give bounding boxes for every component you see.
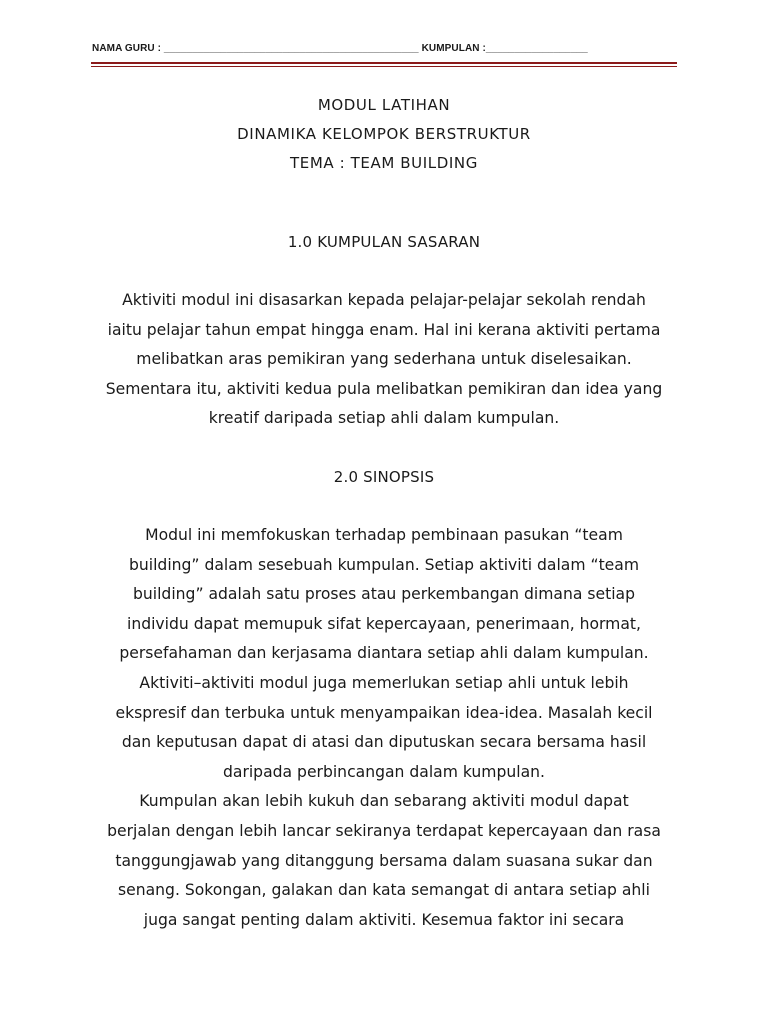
paragraph-line: berjalan dengan lebih lancar sekiranya terdapat kepercayaan dan rasa <box>107 821 661 840</box>
paragraph-line: Aktiviti–aktiviti modul juga memerlukan setiap ahli untuk lebih <box>139 673 629 692</box>
title-line: MODUL LATIHAN <box>317 96 451 114</box>
paragraph-line: Sementara itu, aktiviti kedua pula melibatkan pemikiran dan idea yang <box>105 379 663 398</box>
paragraph-line: building” dalam sesebuah kumpulan. Setiap aktiviti dalam “team <box>128 555 640 574</box>
header-rule-top <box>91 62 677 64</box>
document-titles <box>0 91 768 178</box>
paragraph-line: Modul ini memfokuskan terhadap pembinaan pasukan “team <box>145 526 623 544</box>
paragraph-line: building” adalah satu proses atau perkembangan dimana setiap <box>132 585 636 604</box>
title-line: DINAMIKA KELOMPOK BERSTRUKTUR <box>237 125 531 143</box>
title-line: TEMA : TEAM BUILDING <box>290 154 478 172</box>
paragraph-line: persefahaman dan kerjasama diantara setiap ahli dalam kumpulan. <box>119 644 649 663</box>
paragraph-line: senang. Sokongan, galakan dan kata semangat di antara setiap ahli <box>118 881 650 900</box>
paragraph-line: Kumpulan akan lebih kukuh dan sebarang aktiviti modul dapat <box>139 792 629 811</box>
paragraph-line: daripada perbincangan dalam kumpulan. <box>222 762 545 781</box>
page-header: NAMA GURU : _____________________________________________ KUMPULAN :__________________ <box>92 43 588 54</box>
paragraph-line: melibatkan aras pemikiran yang sederhana untuk diselesaikan. <box>136 350 632 369</box>
paragraph-line: ekspresif dan terbuka untuk menyampaikan idea-idea. Masalah kecil <box>115 703 653 722</box>
section-heading-sinopsis: 2.0 SINOPSIS <box>333 468 435 486</box>
header-rule-bottom <box>91 66 677 67</box>
section-heading-kumpulan-sasaran: 1.0 KUMPULAN SASARAN <box>287 233 481 251</box>
paragraph-line: kreatif daripada setiap ahli dalam kumpulan. <box>208 409 560 428</box>
paragraph-line: juga sangat penting dalam aktiviti. Kesemua faktor ini secara <box>143 910 625 929</box>
paragraph-line: Aktiviti modul ini disasarkan kepada pelajar-pelajar sekolah rendah <box>122 291 646 309</box>
paragraph-line: individu dapat memupuk sifat kepercayaan, penerimaan, hormat, <box>126 614 641 633</box>
paragraph-line: dan keputusan dapat di atasi dan diputuskan secara bersama hasil <box>121 733 647 752</box>
paragraph-line: iaitu pelajar tahun empat hingga enam. Hal ini kerana aktiviti pertama <box>107 320 661 339</box>
paragraph-sinopsis <box>80 521 688 935</box>
paragraph-kumpulan-sasaran <box>80 286 688 434</box>
paragraph-line: tanggungjawab yang ditanggung bersama dalam suasana sukar dan <box>115 851 653 870</box>
